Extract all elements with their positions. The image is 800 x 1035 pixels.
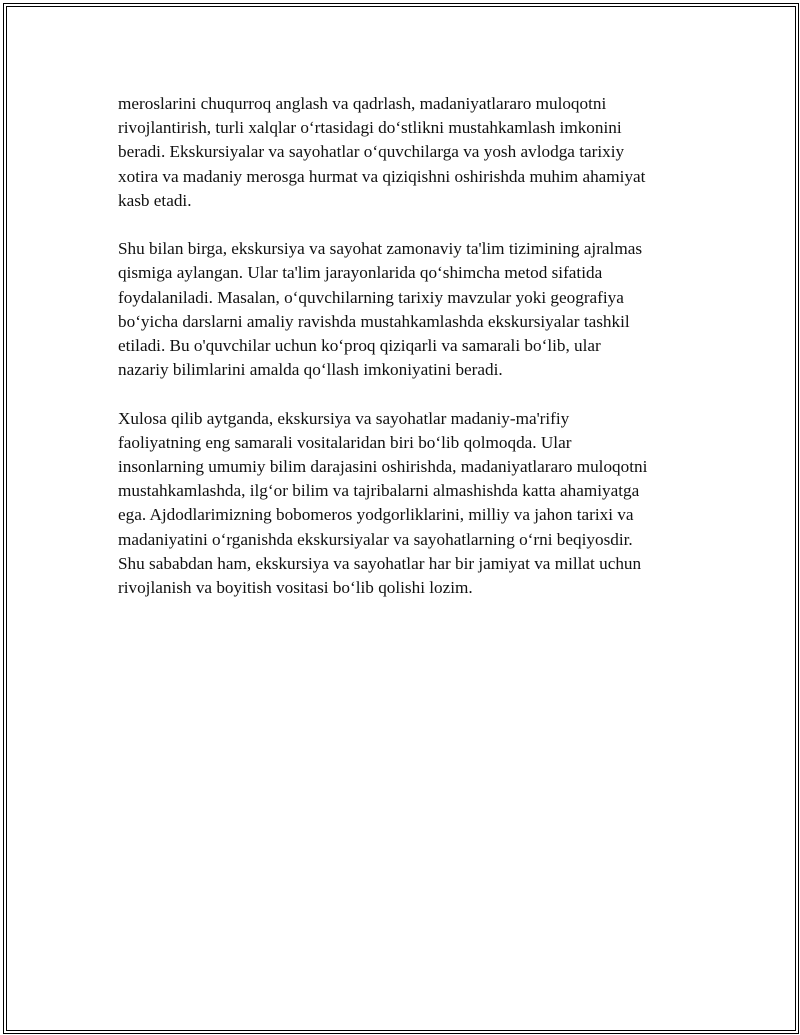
text-line: faoliyatning eng samarali vositalaridan biri boʻlib qolmoqda. Ular (118, 432, 572, 452)
text-line: kasb etadi. (118, 190, 192, 210)
text-line: madaniyatini oʻrganishda ekskursiyalar va sayohatlarning oʻrni beqiyosdir. (118, 529, 633, 549)
text-line: rivojlantirish, turli xalqlar oʻrtasidagi doʻstlikni mustahkamlash imkonini (118, 118, 622, 138)
text-line: beradi. Ekskursiyalar va sayohatlar oʻquvchilarga va yosh avlodga tarixiy (118, 142, 625, 162)
paragraph-2 (118, 237, 698, 382)
text-line: meroslarini chuqurroq anglash va qadrlash, madaniyatlararo muloqotni (118, 94, 607, 113)
text-line: ega. Ajdodlarimizning bobomeros yodgorliklarini, milliy va jahon tarixi va (118, 505, 634, 525)
text-line: foydalaniladi. Masalan, oʻquvchilarning tarixiy mavzular yoki geografiya (118, 287, 624, 307)
text-line: insonlarning umumiy bilim darajasini oshirishda, madaniyatlararo muloqotni (118, 457, 648, 477)
text-line: etiladi. Bu o'quvchilar uchun koʻproq qiziqarli va samarali boʻlib, ular (118, 336, 601, 356)
text-line: boʻyicha darslarni amaliy ravishda mustahkamlashda ekskursiyalar tashkil (118, 311, 630, 331)
text-line: Xulosa qilib aytganda, ekskursiya va sayohatlar madaniy-ma'rifiy (118, 408, 570, 428)
document-body (118, 92, 698, 624)
text-line: Shu bilan birga, ekskursiya va sayohat zamonaviy ta'lim tizimining ajralmas (118, 239, 643, 259)
paragraph-3 (118, 407, 698, 601)
text-line: nazariy bilimlarini amalda qoʻllash imkoniyatini beradi. (118, 360, 503, 380)
text-line: rivojlanish va boyitish vositasi boʻlib qolishi lozim. (118, 578, 473, 598)
paragraph-1 (118, 92, 698, 213)
text-line: mustahkamlashda, ilgʻor bilim va tajribalarni almashishda katta ahamiyatga (118, 481, 640, 501)
text-line: qismiga aylangan. Ular ta'lim jarayonlarida qoʻshimcha metod sifatida (118, 263, 603, 283)
text-line: xotira va madaniy merosga hurmat va qiziqishni oshirishda muhim ahamiyat (118, 166, 646, 186)
text-line: Shu sababdan ham, ekskursiya va sayohatlar har bir jamiyat va millat uchun (118, 553, 642, 573)
